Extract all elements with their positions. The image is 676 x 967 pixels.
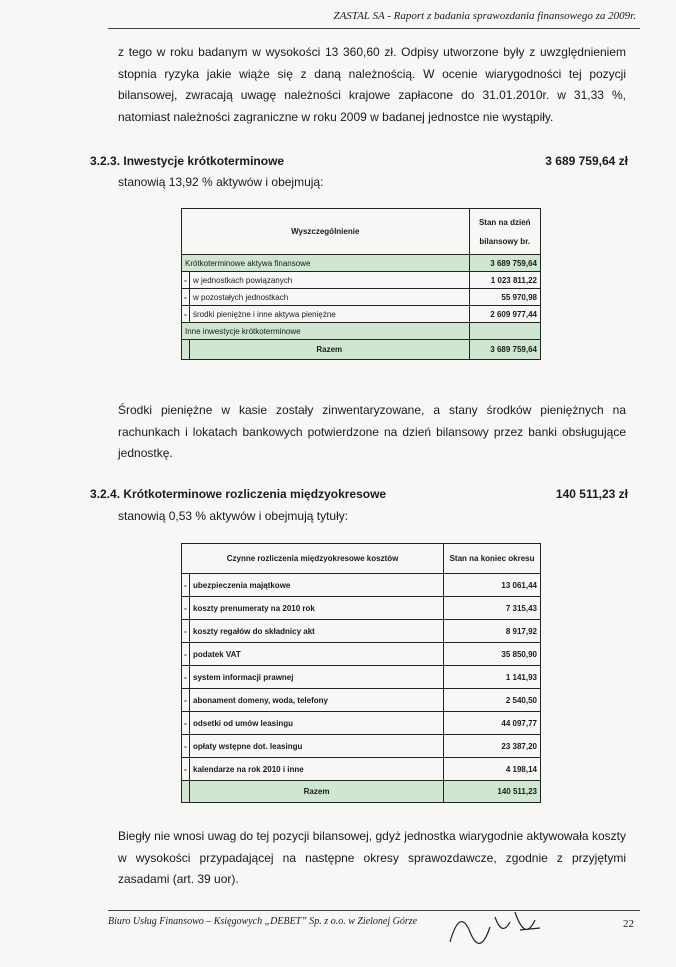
investments-table bbox=[181, 208, 541, 360]
row-label: podatek VAT bbox=[190, 643, 444, 666]
row-dash: - bbox=[182, 620, 190, 643]
section-title: 3.2.4. Krótkoterminowe rozliczenia międzyokresowe bbox=[90, 487, 387, 501]
paragraph-cash: Środki pieniężne w kasie zostały zinwentaryzowane, a stany środków pieniężnych na rachunkach i lokatach bankowych potwierdzone na dzień bilansowy przez banki obsługujące jednostkę. bbox=[118, 403, 626, 460]
row-label: w jednostkach powiązanych bbox=[190, 272, 470, 289]
header-rule bbox=[108, 28, 640, 29]
row-label: koszty regałów do składnicy akt bbox=[190, 620, 444, 643]
total-value: 3 689 759,64 bbox=[469, 340, 540, 360]
row-dash: - bbox=[182, 689, 190, 712]
table-row bbox=[182, 689, 541, 712]
col-header-balance: Stan na koniec okresu bbox=[444, 544, 541, 574]
row-value: 7 315,43 bbox=[444, 597, 541, 620]
footer-rule bbox=[108, 910, 640, 911]
row-label: system informacji prawnej bbox=[190, 666, 444, 689]
col-header-line1: Stan na dzień bbox=[478, 217, 531, 227]
row-value: 8 917,92 bbox=[444, 620, 541, 643]
table-row bbox=[182, 620, 541, 643]
col-header-balance bbox=[469, 209, 540, 255]
section-intro: stanowią 0,53 % aktywów i obejmują tytuły: bbox=[118, 509, 349, 523]
row-dash: - bbox=[182, 272, 190, 289]
section-intro: stanowią 13,92 % aktywów i obejmują: bbox=[118, 175, 324, 189]
section-heading-short-term-investments bbox=[90, 154, 628, 168]
table-total-row bbox=[182, 340, 541, 360]
section-title: 3.2.3. Inwestycje krótkoterminowe bbox=[90, 154, 285, 168]
table-row bbox=[182, 272, 541, 289]
row-dash: - bbox=[182, 574, 190, 597]
table-row bbox=[182, 758, 541, 781]
row-value: 1 023 811,22 bbox=[469, 272, 540, 289]
row-label: Inne inwestycje krótkoterminowe bbox=[182, 323, 470, 340]
table-row bbox=[182, 289, 541, 306]
row-dash: - bbox=[182, 643, 190, 666]
page-header: ZASTAL SA - Raport z badania sprawozdania finansowego za 2009r. bbox=[333, 10, 636, 22]
table-row bbox=[182, 712, 541, 735]
col-header-item: Czynne rozliczenia międzyokresowe kosztów bbox=[182, 544, 444, 574]
total-value: 140 511,23 bbox=[444, 781, 541, 803]
row-value: 23 387,20 bbox=[444, 735, 541, 758]
table-row bbox=[182, 643, 541, 666]
prepayments-table bbox=[181, 543, 541, 803]
paragraph-auditor-note: Biegły nie wnosi uwag do tej pozycji bilansowej, gdyż jednostka wiarygodnie aktywowała koszty w wysokości przypadającej na następne okresy sprawozdawcze, zgodnie z przyjętymi zasadami (art. 39 uor). bbox=[118, 829, 626, 886]
row-value: 13 061,44 bbox=[444, 574, 541, 597]
row-value: 55 970,98 bbox=[469, 289, 540, 306]
row-dash: - bbox=[182, 289, 190, 306]
row-label: odsetki od umów leasingu bbox=[190, 712, 444, 735]
row-label: środki pieniężne i inne aktywa pieniężne bbox=[190, 306, 470, 323]
table-row bbox=[182, 597, 541, 620]
row-dash: - bbox=[182, 597, 190, 620]
total-label: Razem bbox=[190, 340, 470, 360]
row-value: 4 198,14 bbox=[444, 758, 541, 781]
section-amount: 140 511,23 zł bbox=[555, 487, 628, 501]
section-heading-prepayments bbox=[90, 487, 628, 501]
row-value: 44 097,77 bbox=[444, 712, 541, 735]
row-label: koszty prenumeraty na 2010 rok bbox=[190, 597, 444, 620]
table-row bbox=[182, 735, 541, 758]
row-dash: - bbox=[182, 758, 190, 781]
table-row bbox=[182, 666, 541, 689]
signature-icon bbox=[440, 902, 550, 952]
row-label: Krótkoterminowe aktywa finansowe bbox=[182, 255, 470, 272]
row-dash: - bbox=[182, 712, 190, 735]
table-row bbox=[182, 574, 541, 597]
table-row bbox=[182, 323, 541, 340]
page-number: 22 bbox=[623, 918, 634, 930]
col-header-item: Wyszczególnienie bbox=[182, 209, 470, 255]
row-dash: - bbox=[182, 306, 190, 323]
table-row bbox=[182, 255, 541, 272]
table-row bbox=[182, 306, 541, 323]
row-value: 2 609 977,44 bbox=[469, 306, 540, 323]
row-label: kalendarze na rok 2010 i inne bbox=[190, 758, 444, 781]
section-amount: 3 689 759,64 zł bbox=[545, 154, 628, 168]
row-value: 2 540,50 bbox=[444, 689, 541, 712]
paragraph-receivables: z tego w roku badanym w wysokości 13 360,60 zł. Odpisy utworzone były z uwzględnieniem stopnia ryzyka jakie wiąże się z daną należnością. W ocenie wiarygodności tej pozycji bilansowej, zwracają uwagę należności krajowe zapłacone do 31.01.2010r. w 31,33 %, natomiast należności zagraniczne w roku 2009 w badanej jednostce nie wystąpiły. bbox=[118, 45, 626, 124]
row-value: 35 850,90 bbox=[444, 643, 541, 666]
footer-text: Biuro Usług Finansowo – Księgowych „DEBET” Sp. z o.o. w Zielonej Górze bbox=[108, 916, 418, 927]
row-label: w pozostałych jednostkach bbox=[190, 289, 470, 306]
row-label: abonament domeny, woda, telefony bbox=[190, 689, 444, 712]
row-label: ubezpieczenia majątkowe bbox=[190, 574, 444, 597]
row-dash: - bbox=[182, 666, 190, 689]
table-total-row bbox=[182, 781, 541, 803]
row-value bbox=[469, 323, 540, 340]
row-dash: - bbox=[182, 735, 190, 758]
row-value: 1 141,93 bbox=[444, 666, 541, 689]
total-label: Razem bbox=[190, 781, 444, 803]
row-value: 3 689 759,64 bbox=[469, 255, 540, 272]
col-header-line2: bilansowy br. bbox=[479, 236, 531, 246]
row-label: opłaty wstępne dot. leasingu bbox=[190, 735, 444, 758]
